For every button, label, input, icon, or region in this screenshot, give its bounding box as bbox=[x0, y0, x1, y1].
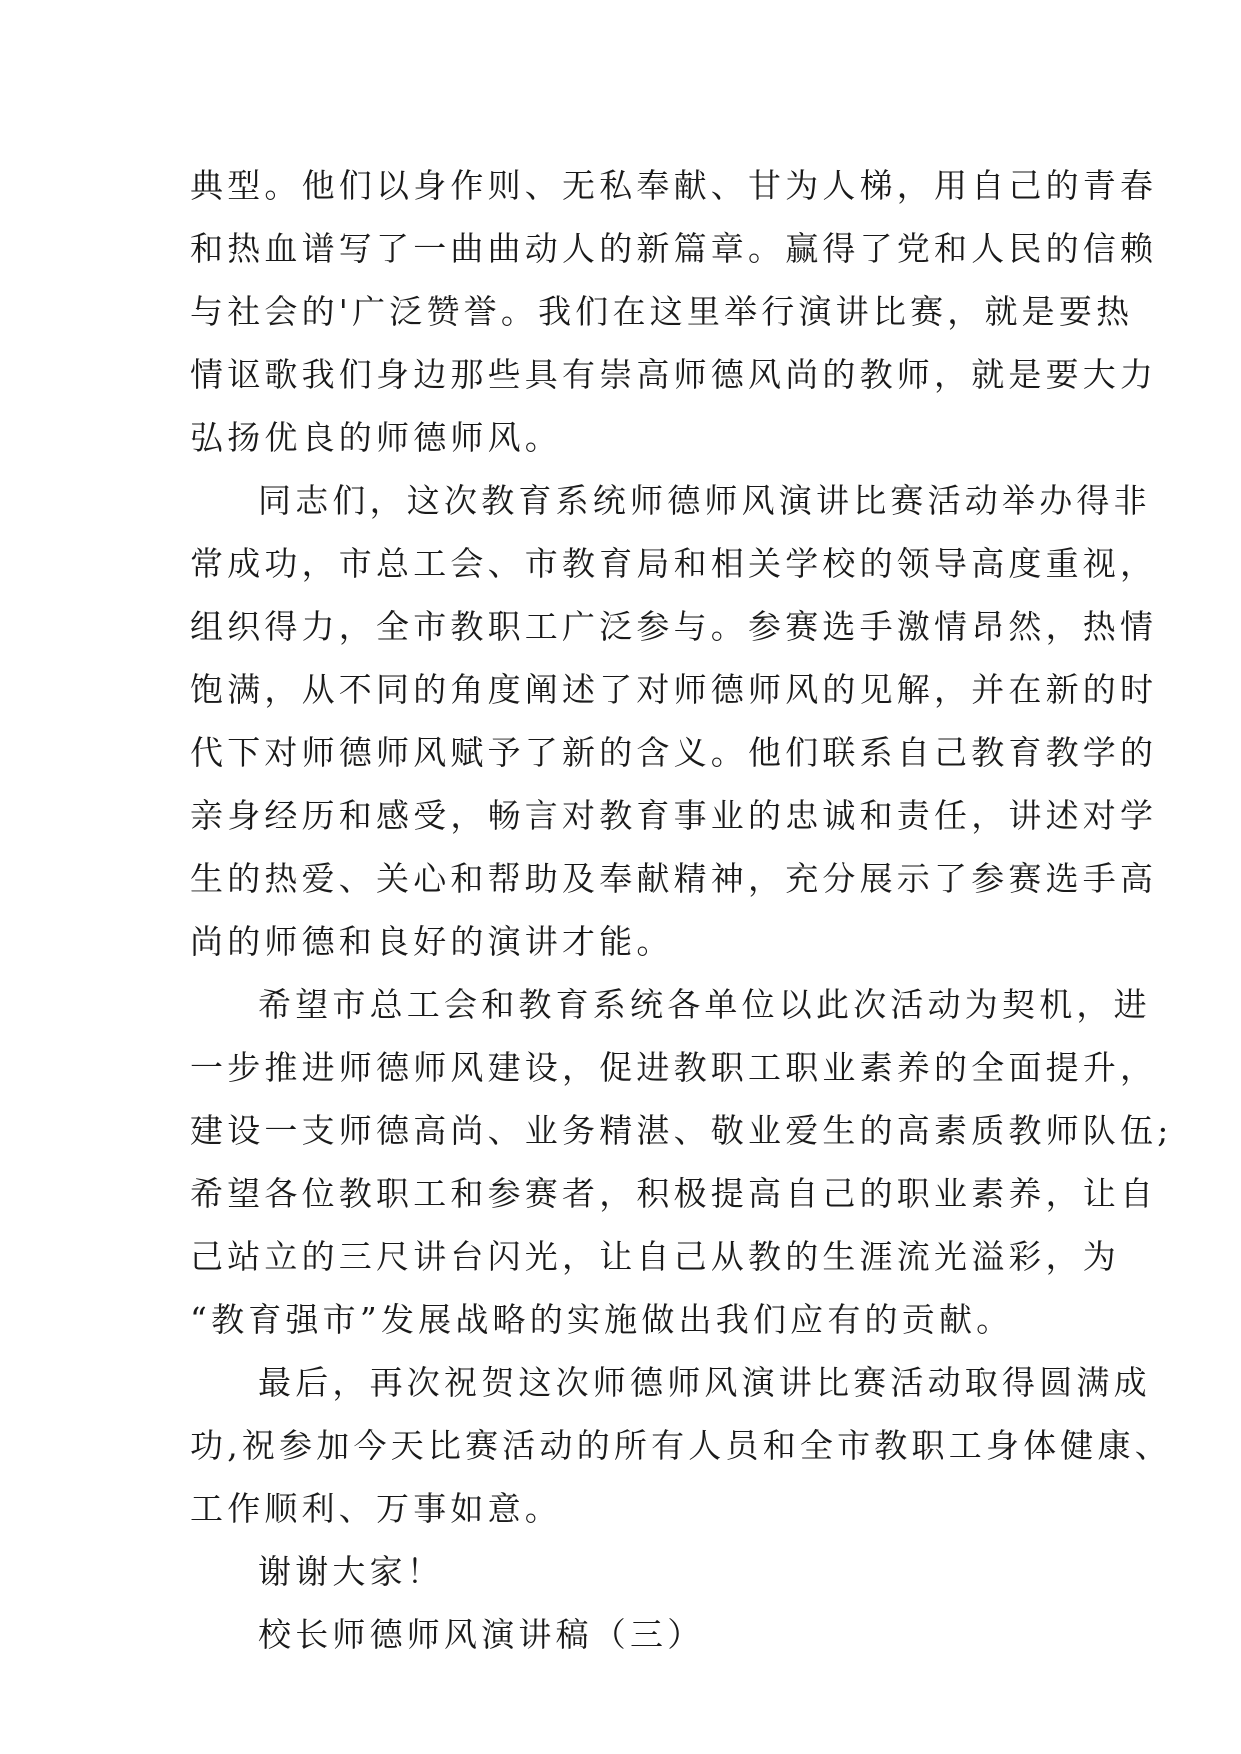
paragraph-start-line: 同志们，这次教育系统师德师风演讲比赛活动举办得非 bbox=[258, 481, 1151, 520]
text-line: 一步推进师德师风建设，促进教职工职业素养的全面提升， bbox=[190, 1048, 1158, 1087]
text-line: 功,祝参加今天比赛活动的所有人员和全市教职工身体健康、 bbox=[190, 1426, 1172, 1465]
text-line: 建设一支师德高尚、业务精湛、敬业爱生的高素质教师队伍; bbox=[190, 1111, 1173, 1150]
text-line: 希望各位教职工和参赛者，积极提高自己的职业素养，让自 bbox=[190, 1174, 1158, 1213]
text-line: 生的热爱、关心和帮助及奉献精神，充分展示了参赛选手高 bbox=[190, 859, 1158, 898]
text-line: 组织得力，全市教职工广泛参与。参赛选手激情昂然，热情 bbox=[190, 607, 1158, 646]
text-line: 饱满，从不同的角度阐述了对师德师风的见解，并在新的时 bbox=[190, 670, 1158, 709]
text-line: 工作顺利、万事如意。 bbox=[190, 1489, 562, 1528]
text-line: 与社会的'广泛赞誉。我们在这里举行演讲比赛，就是要热 bbox=[190, 292, 1134, 331]
text-line: 己站立的三尺讲台闪光，让自己从教的生涯流光溢彩，为 bbox=[190, 1237, 1120, 1276]
text-line: 典型。他们以身作则、无私奉献、甘为人梯，用自己的青春 bbox=[190, 166, 1158, 205]
text-line: 亲身经历和感受，畅言对教育事业的忠诚和责任，讲述对学 bbox=[190, 796, 1158, 835]
text-line: 弘扬优良的师德师风。 bbox=[190, 418, 562, 457]
paragraph-start-line: 最后，再次祝贺这次师德师风演讲比赛活动取得圆满成 bbox=[258, 1363, 1151, 1402]
text-line: 代下对师德师风赋予了新的含义。他们联系自己教育教学的 bbox=[190, 733, 1158, 772]
text-line: “教育强市”发展战略的实施做出我们应有的贡献。 bbox=[190, 1300, 1014, 1339]
closing-line: 谢谢大家！ bbox=[258, 1552, 444, 1591]
text-line: 情讴歌我们身边那些具有崇高师德风尚的教师，就是要大力 bbox=[190, 355, 1158, 394]
text-line: 尚的师德和良好的演讲才能。 bbox=[190, 922, 674, 961]
section-heading: 校长师德师风演讲稿（三） bbox=[258, 1615, 705, 1654]
paragraph-start-line: 希望市总工会和教育系统各单位以此次活动为契机，进 bbox=[258, 985, 1151, 1024]
text-line: 常成功，市总工会、市教育局和相关学校的领导高度重视， bbox=[190, 544, 1158, 583]
text-line: 和热血谱写了一曲曲动人的新篇章。赢得了党和人民的信赖 bbox=[190, 229, 1158, 268]
